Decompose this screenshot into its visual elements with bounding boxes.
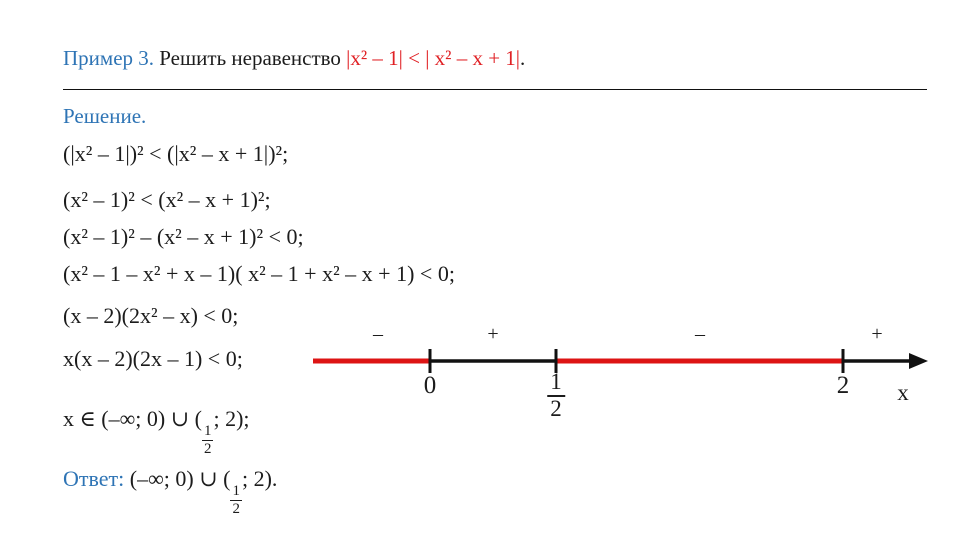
tick-label-two: 2 [836,372,850,399]
separator-line [63,89,927,90]
problem-title [63,46,525,71]
interval-text-after: ; 2); [213,406,250,431]
interval-sign-plus-2: + [871,323,883,345]
fraction-denominator: 2 [550,396,562,422]
solution-step-6: x(x – 2)(2x – 1) < 0; [63,346,243,371]
solution-step-3: (x² – 1)² – (x² – x + 1)² < 0; [63,224,304,249]
tick-label-zero: 0 [423,372,437,399]
tick-label-half [547,370,565,421]
solution-heading: Решение. [63,104,147,128]
solution-step-5: (x – 2)(2x² – x) < 0; [63,303,239,328]
interval-text-before: x ∈ (–∞; 0) ∪ ( [63,406,202,431]
answer-line [63,466,277,517]
example-label: Пример 3. [63,46,155,70]
interval-sign-minus-1: – [373,323,383,345]
fraction-denominator: 2 [204,441,212,458]
fraction-numerator: 1 [232,483,240,500]
solution-interval [63,406,250,457]
interval-sign-minus-2: – [695,323,705,345]
solution-step-2: (x² – 1)² < (x² – x + 1)²; [63,187,271,212]
fraction-denominator: 2 [232,501,240,518]
number-line-diagram [305,322,945,452]
solution-step-1: (|x² – 1|)² < (|x² – x + 1|)²; [63,141,289,166]
task-text: Решить неравенство [154,46,347,70]
answer-label: Ответ: [63,466,125,491]
solution-step-4: (x² – 1 – x² + x – 1)( x² – 1 + x² – x + 1) < 0; [63,261,455,286]
axis-arrowhead-icon [909,353,928,369]
interval-fraction [202,424,213,457]
fraction-numerator: 1 [204,423,212,440]
inequality-formula: |x² – 1| < | x² – x + 1| [346,46,521,70]
fraction-numerator: 1 [547,370,565,397]
title-period: . [520,46,526,70]
answer-text-after: ; 2). [241,466,278,491]
answer-text-before: (–∞; 0) ∪ ( [124,466,231,491]
answer-fraction [230,484,241,517]
interval-sign-plus-1: + [487,323,499,345]
axis-variable-label: x [897,380,909,405]
